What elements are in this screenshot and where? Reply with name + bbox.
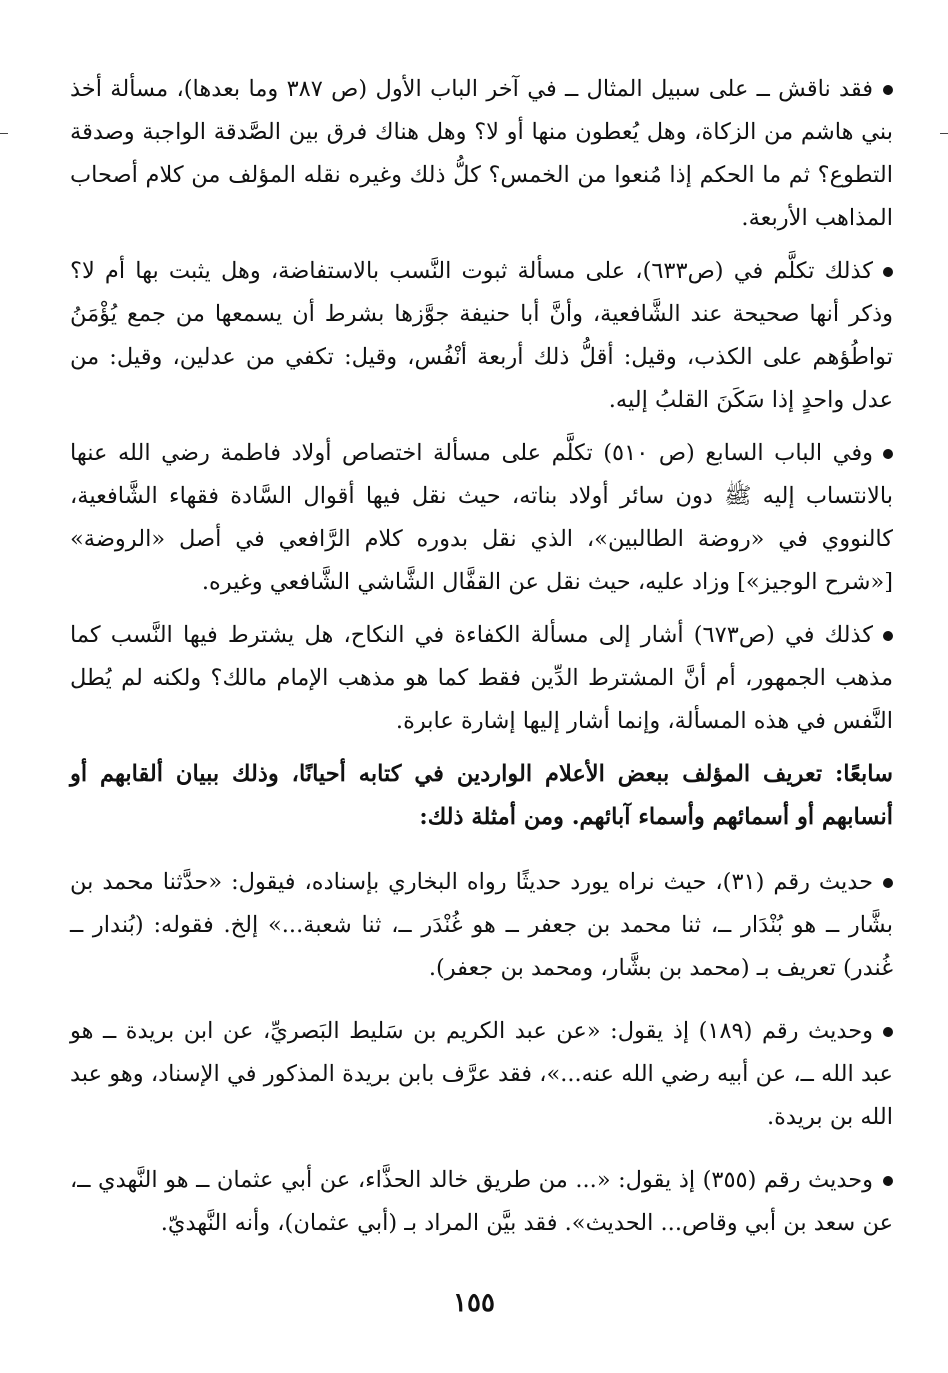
bullet-icon bbox=[883, 878, 893, 888]
paragraph-text: كذلك في (ص٦٧٣) أشار إلى مسألة الكفاءة في النكاح، هل يشترط فيها النَّسب كما مذهب الجمهور، أم أنَّ المشترط الدِّين فقط كما هو مذهب الإمام مالك؟ ولكنه لم يُطل النَّفس في هذه المسألة، وإنما أشار إليها إشارة عابرة. bbox=[70, 622, 893, 734]
bullet-icon bbox=[883, 1027, 893, 1037]
paragraph-4 bbox=[70, 614, 893, 743]
paragraph-text: وحديث رقم (٣٥٥) إذ يقول: «... من طريق خالد الحذَّاء، عن أبي عثمان ــ هو النَّهدي ــ، عن سعد بن أبي وقاص... الحديث». فقد بيَّن المراد بـ (أبي عثمان)، وأنه النَّهديّ. bbox=[70, 1167, 893, 1236]
bullet-icon bbox=[883, 449, 893, 459]
page-number: ١٥٥ bbox=[453, 1288, 495, 1318]
paragraph-text: حديث رقم (٣١)، حيث نراه يورد حديثًا رواه البخاري بإسناده، فيقول: «حدَّثنا محمد بن بشَّار ــ هو بُنْدَار ــ، ثنا محمد بن جعفر ــ هو غُنْدَر ــ، ثنا شعبة...» إلخ. فقوله: (بُندار ــ غُندر) تعريف بـ (محمد بن بشَّار، ومحمد بن جعفر). bbox=[70, 869, 893, 981]
bullet-icon bbox=[883, 1176, 893, 1186]
paragraph-text: فقد ناقش ــ على سبيل المثال ــ في آخر الباب الأول (ص ٣٨٧ وما بعدها)، مسألة أخذ بني هاشم من الزكاة، وهل يُعطون منها أو لا؟ وهل هناك فرق بين الصَّدقة الواجبة وصدقة التطوع؟ ثم ما الحكم إذا مُنعوا من الخمس؟ كلُّ ذلك وغيره نقله المؤلف من كلام أصحاب المذاهب الأربعة. bbox=[70, 76, 893, 231]
section-heading-text: سابعًا: تعريف المؤلف ببعض الأعلام الواردين في كتابه أحيانًا، وذلك ببيان ألقابهم أو أنسابهم أو أسمائهم وأسماء آبائهم. ومن أمثلة ذلك: bbox=[70, 761, 893, 830]
paragraph-7 bbox=[70, 1010, 893, 1139]
paragraph-text: كذلك تكلَّم في (ص٦٣٣)، على مسألة ثبوت النَّسب بالاستفاضة، وهل يثبت بها أم لا؟ وذكر أنها صحيحة عند الشَّافعية، وأنَّ أبا حنيفة جوَّزها بشرط أن يسمعها من جمع يُؤْمَنُ تواطُؤهم على الكذب، وقيل: أقلُّ ذلك أربعة أنْفُس، وقيل: تكفي من عدلين، وقيل: من عدل واحدٍ إذا سَكَنَ القلبُ إليه. bbox=[70, 258, 893, 413]
bullet-icon bbox=[883, 85, 893, 95]
paragraph-text: وحديث رقم (١٨٩) إذ يقول: «عن عبد الكريم بن سَليط البَصريِّ، عن ابن بريدة ــ هو عبد الله ــ، عن أبيه رضي الله عنه...»، فقد عرَّف بابن بريدة المذكور في الإسناد، وهو عبد الله بن بريدة. bbox=[70, 1018, 893, 1130]
left-edge-mark bbox=[0, 133, 8, 134]
paragraph-text: وفي الباب السابع (ص ٥١٠) تكلَّم على مسألة اختصاص أولاد فاطمة رضي الله عنها بالانتساب إليه ﷺ دون سائر أولاد بناته، حيث نقل فيها أقوال السَّادة فقهاء الشَّافعية، كالنووي في «روضة الطالبين»، الذي نقل بدوره كلام الرَّافعي في أصل «الروضة» [«شرح الوجيز»] وزاد عليه، حيث نقل عن القفَّال الشَّاشي الشَّافعي وغيره. bbox=[70, 440, 893, 595]
paragraph-2 bbox=[70, 250, 893, 422]
paragraph-3 bbox=[70, 432, 893, 604]
right-edge-mark bbox=[940, 133, 948, 134]
paragraph-8 bbox=[70, 1159, 893, 1245]
bullet-icon bbox=[883, 631, 893, 641]
paragraph-6 bbox=[70, 861, 893, 990]
paragraph-1 bbox=[70, 68, 893, 240]
bullet-icon bbox=[883, 267, 893, 277]
section-heading bbox=[70, 753, 893, 839]
